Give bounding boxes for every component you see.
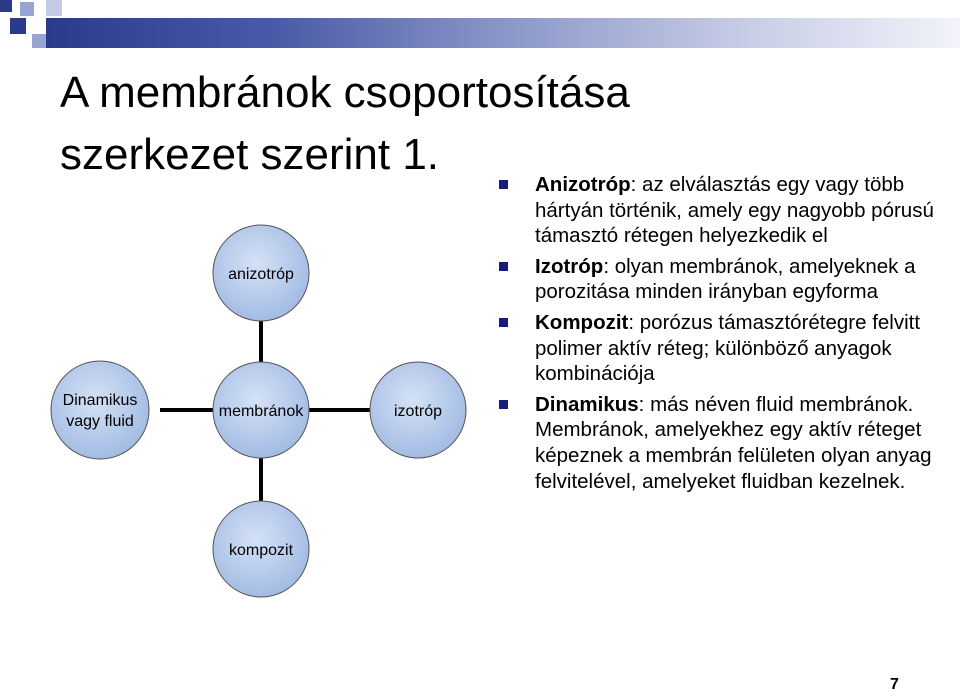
node-dinamikus-label-line2: vagy fluid [66,413,134,430]
node-membranok-label: membránok [218,403,304,420]
title-line-2: szerkezet szerint 1. [60,130,440,179]
bullet-izotrop [497,254,947,305]
node-izotrop [370,362,466,458]
square-bullet-icon [499,400,508,409]
bullet-text: : porózus támasztórétegre felvitt polimer aktív réteg; különböző anyagok kombinációja [535,310,921,386]
bullet-dinamikus [497,392,947,494]
bullet-text: : más néven fluid membránok. Membránok, amelyekhez egy aktív réteget képeznek a membrán felületen olyan anyag felvitelével, amelyeket fluidban kezelnek. [535,392,932,493]
bullet-term: Izotróp [535,254,604,278]
bullet-term: Anizotróp [535,173,631,196]
bullet-text: : olyan membránok, amelyeknek a porozitása minden irányban egyforma [535,254,916,304]
bullet-term: Kompozit [535,310,629,334]
node-anizotrop [213,225,309,321]
node-membranok [213,362,309,458]
node-kompozit-label: kompozit [228,542,294,559]
square-bullet-icon [499,318,508,327]
bullet-list [497,172,947,499]
page-number: 7 [890,676,899,693]
square-bullet-icon [499,262,508,271]
node-anizotrop-label: anizotróp [228,266,294,283]
bullet-kompozit [497,310,947,387]
node-izotrop-label: izotróp [393,403,443,420]
node-dinamikus-label-line1: Dinamikus [62,392,138,409]
node-dinamikus [51,361,149,459]
node-kompozit [213,501,309,597]
bullet-term: Dinamikus [535,392,639,416]
square-bullet-icon [499,180,508,189]
title-line-1: A membránok csoportosítása [60,68,630,117]
bullet-anizotrop [497,172,947,249]
bullet-text: : az elválasztás egy vagy több hártyán történik, amely egy nagyobb pórusú támasztó rétegen helyezkedik el [535,173,934,248]
